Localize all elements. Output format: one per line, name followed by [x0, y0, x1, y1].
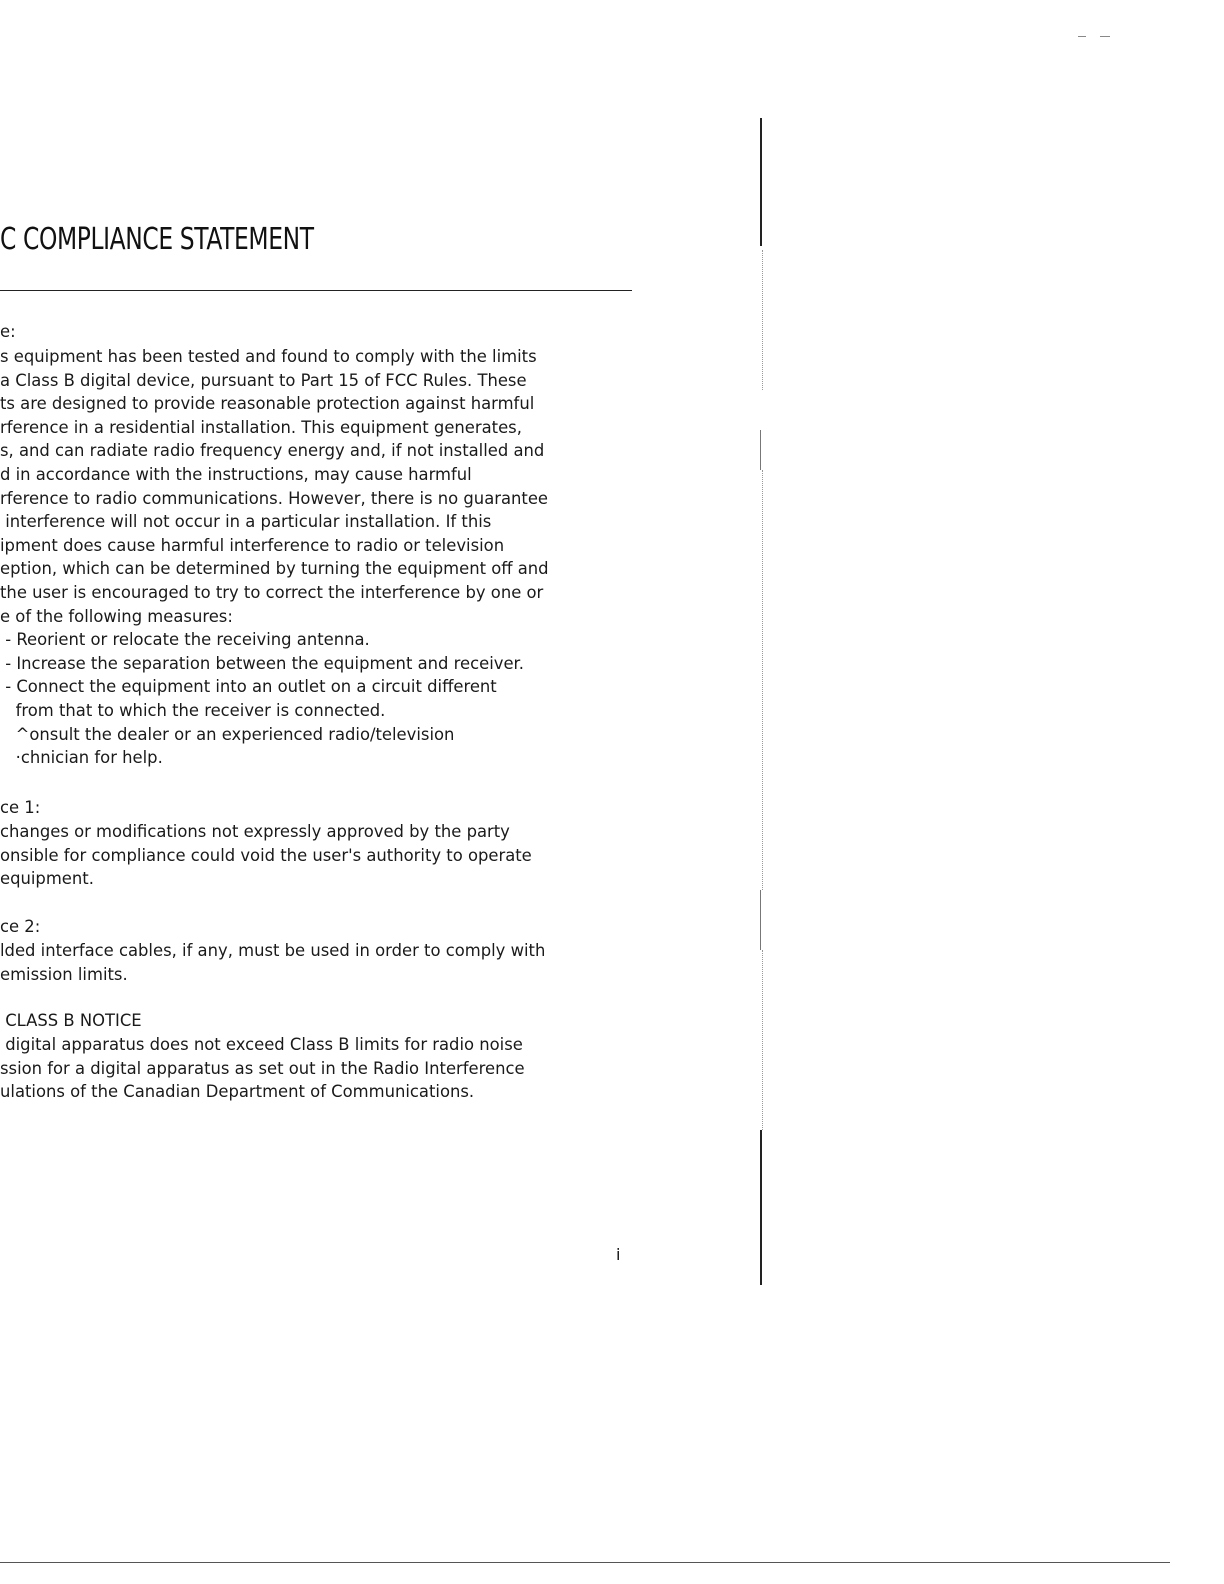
margin-rule [762, 470, 763, 890]
margin-rule [760, 1130, 762, 1285]
margin-rule [760, 118, 762, 246]
note-line: eption, which can be determined by turning the equipment off and [0, 559, 549, 579]
note-line: s, and can radiate radio frequency energy and, if not installed and [0, 441, 545, 461]
margin-rule [760, 430, 761, 470]
notice1-line: equipment. [0, 869, 94, 889]
note-line: s equipment has been tested and found to comply with the limits [0, 347, 537, 366]
page-title: C COMPLIANCE STATEMENT [0, 222, 314, 257]
notice2-heading: ce 2: [0, 917, 41, 936]
measure-item: ^onsult the dealer or an experienced radio/television [0, 724, 455, 744]
notice1-heading: ce 1: [0, 798, 41, 817]
footer-rule [0, 1562, 1170, 1563]
note-line: rference in a residential installation. This equipment generates, [0, 417, 522, 437]
classb-heading: CLASS B NOTICE [0, 1011, 142, 1030]
note-line: d in accordance with the instructions, may cause harmful [0, 465, 472, 484]
scan-mark [1100, 36, 1110, 37]
note-line: the user is encouraged to try to correct the interference by one or [0, 583, 544, 602]
title-divider [0, 290, 632, 291]
measure-item: - Reorient or relocate the receiving antenna. [0, 630, 370, 650]
page-number: i [616, 1245, 621, 1264]
notice1-line: onsible for compliance could void the user's authority to operate [0, 845, 532, 865]
notice1-line: changes or modifications not expressly approved by the party [0, 822, 510, 841]
notice2-line: emission limits. [0, 964, 128, 984]
scan-mark [1078, 36, 1086, 37]
note-line: ipment does cause harmful interference to radio or television [0, 535, 505, 555]
note-line: a Class B digital device, pursuant to Part 15 of FCC Rules. These [0, 370, 527, 390]
margin-rule [762, 250, 763, 390]
classb-line: ulations of the Canadian Department of Communications. [0, 1082, 475, 1102]
classb-line: ssion for a digital apparatus as set out in the Radio Interference [0, 1058, 525, 1078]
margin-rule [762, 950, 763, 1130]
measure-item: ·chnician for help. [0, 748, 163, 768]
note-line: ts are designed to provide reasonable protection against harmful [0, 394, 535, 414]
note-line: rference to radio communications. However, there is no guarantee [0, 488, 548, 508]
notice2-line: lded interface cables, if any, must be used in order to comply with [0, 941, 546, 960]
margin-rule [760, 890, 761, 950]
measure-item: - Connect the equipment into an outlet on a circuit different [0, 677, 497, 697]
note-line: e of the following measures: [0, 606, 233, 626]
note-line: interference will not occur in a particular installation. If this [0, 512, 492, 532]
classb-line: digital apparatus does not exceed Class B limits for radio noise [0, 1035, 523, 1054]
note-heading: e: [0, 322, 16, 341]
measure-item: from that to which the receiver is connected. [0, 701, 386, 720]
measure-item: - Increase the separation between the equipment and receiver. [0, 653, 524, 673]
